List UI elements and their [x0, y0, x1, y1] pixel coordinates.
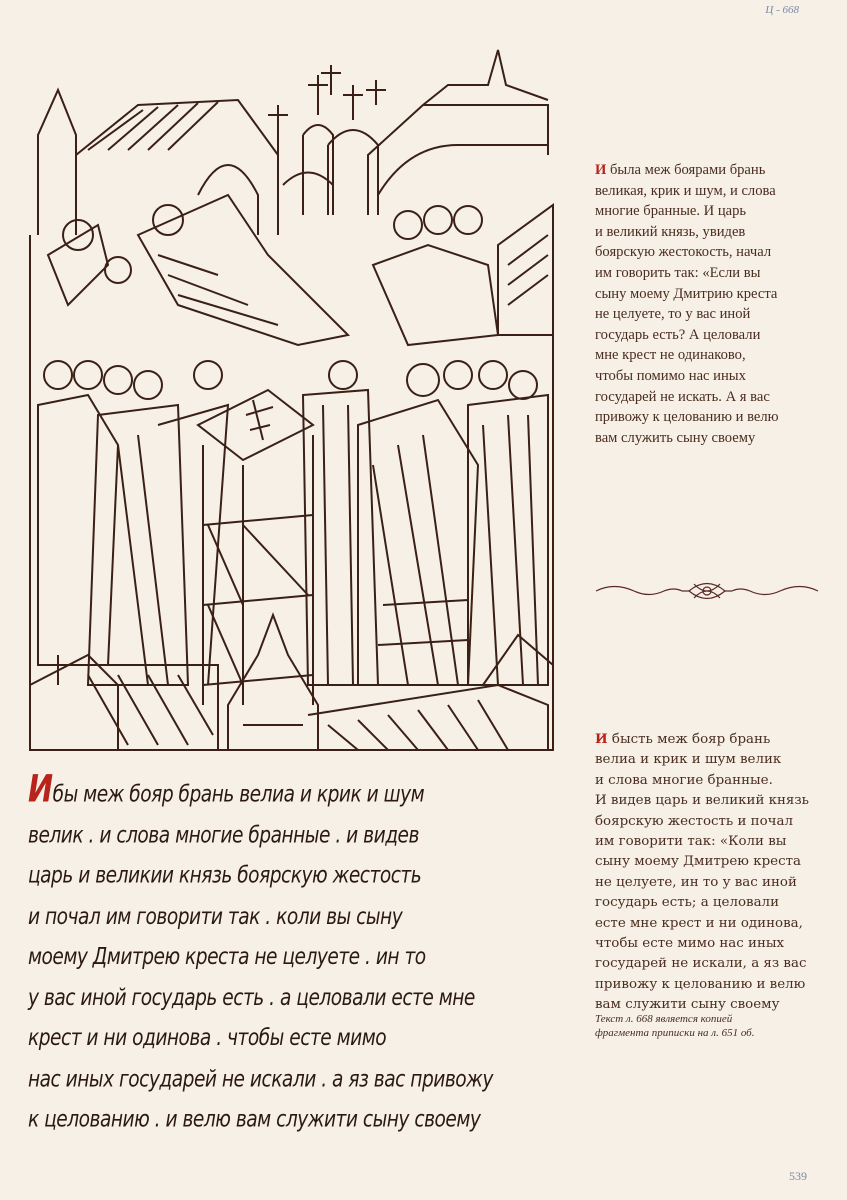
modern-line: великая, крик и шум, и слова [595, 182, 776, 199]
modern-translation [595, 160, 820, 448]
editorial-note [595, 1012, 825, 1040]
miniature-illustration [28, 45, 558, 755]
page-number: 539 [789, 1169, 807, 1183]
church-line: привожу к целованию и велю [595, 976, 806, 992]
note-line: фрагмента приписки на л. 651 об. [595, 1027, 755, 1039]
church-line: не целуете, ин то у вас иной [595, 874, 797, 890]
modern-line: И была меж боярами брань [595, 162, 766, 178]
manuscript-line: моему Дмитрею креста не целуете . ин то [28, 943, 426, 970]
church-line: и слова многие бранные. [595, 772, 773, 788]
note-line: Текст л. 668 является копией [595, 1013, 733, 1025]
church-initial: И [595, 731, 608, 747]
church-line: боярскую жестость и почал [595, 813, 793, 829]
church-line: вам служити сыну своему [595, 997, 780, 1013]
modern-line: сыну моему Дмитрию креста [595, 285, 778, 302]
manuscript-line: велик . и слова многие бранные . и видев [28, 821, 419, 849]
manuscript-text [28, 767, 588, 1141]
modern-line: государей не искать. А я вас [595, 388, 770, 405]
church-line: велиа и крик и шум велик [595, 752, 782, 768]
modern-line: чтобы помимо нас иных [595, 367, 746, 384]
church-line: государь есть; а целовали [595, 895, 779, 911]
modern-line: боярскую жестокость, начал [595, 244, 772, 261]
manuscript-line: к целованию . и велю вам служити сыну своему [28, 1106, 481, 1133]
church-slavonic-transcription [595, 729, 820, 1016]
modern-line: не целуете, то у вас иной [595, 306, 751, 323]
modern-line: и великий князь, увидев [595, 223, 746, 240]
modern-line: привожу к целованию и велю [595, 409, 779, 426]
modern-line: им говорить так: «Если вы [595, 264, 761, 281]
church-line: И бысть меж бояр брань [595, 731, 771, 747]
church-line: государей не искали, а яз вас [595, 956, 807, 972]
modern-line: многие бранные. И царь [595, 203, 747, 220]
manuscript-line: нас иных государей не искали . а яз вас привожу [28, 1065, 493, 1092]
manuscript-line: и почал им говорити так . коли вы сыну [28, 903, 403, 930]
manuscript-line: у вас иной государь есть . а целовали есте мне [28, 984, 475, 1011]
church-line: чтобы есте мимо нас иных [595, 936, 785, 952]
modern-line: государь есть? А целовали [595, 326, 761, 343]
modern-line: вам служить сыну своему [595, 429, 756, 446]
church-line: И видев царь и великий князь [595, 793, 809, 809]
modern-line: мне крест не одинаково, [595, 347, 746, 364]
manuscript-line: Ибы меж бояр брань велиа и крик и шум [28, 767, 425, 812]
ornament-divider-icon [594, 574, 820, 608]
church-line: им говорити так: «Коли вы [595, 834, 787, 850]
modern-initial: И [595, 162, 607, 178]
folio-label: Ц - 668 [765, 4, 799, 16]
manuscript-line: крест и ни одинова . чтобы есте мимо [28, 1025, 387, 1052]
church-line: есте мне крест и ни одинова, [595, 915, 803, 931]
manuscript-initial: И [28, 767, 53, 812]
church-line: сыну моему Дмитрею креста [595, 854, 801, 870]
manuscript-line: царь и великии князь боярскую жестость [28, 862, 422, 889]
